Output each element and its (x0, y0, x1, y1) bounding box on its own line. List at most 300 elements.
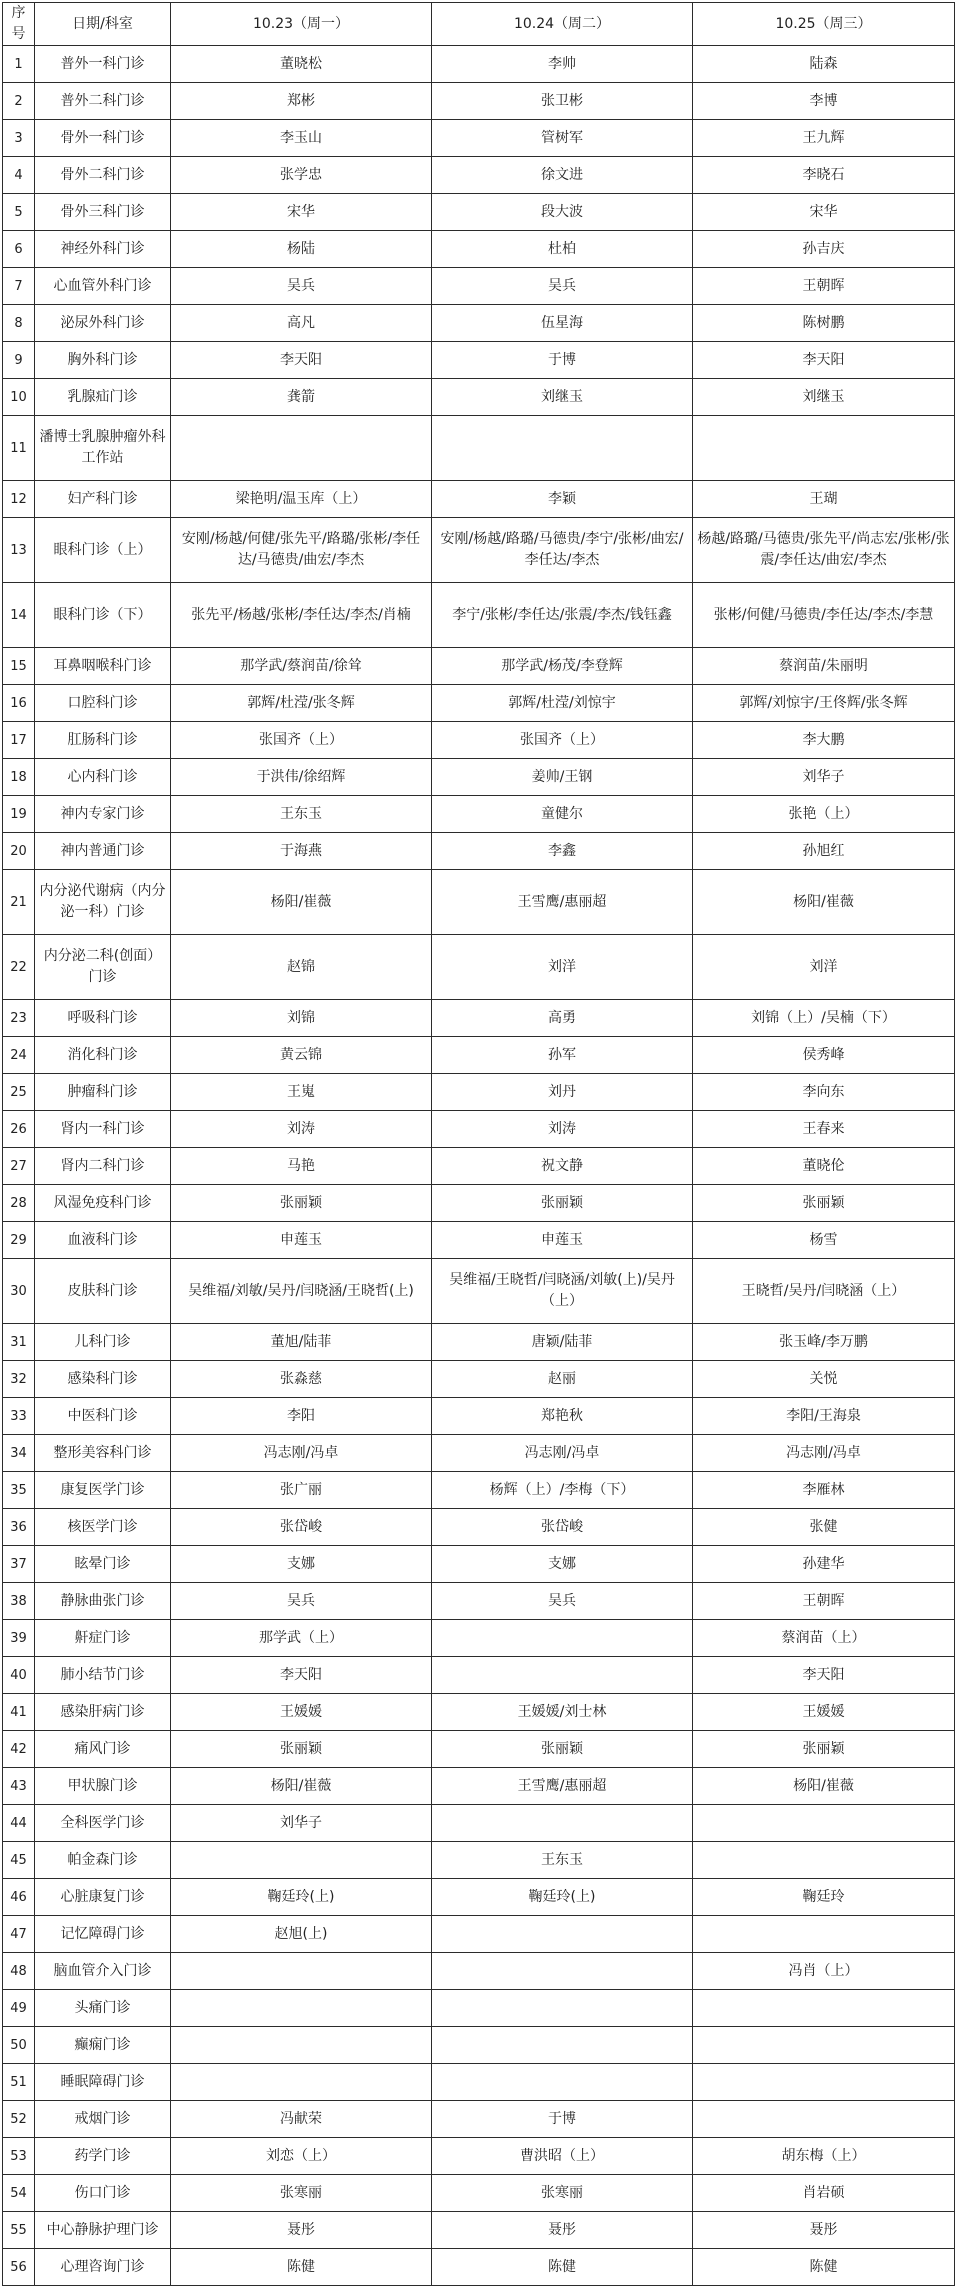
doctor-day-3 (693, 1990, 955, 2027)
doctor-day-1: 张淼慈 (171, 1361, 432, 1398)
doctor-day-2 (432, 1805, 693, 1842)
table-row (3, 1435, 955, 1472)
department-name: 风湿免疫科门诊 (35, 1185, 171, 1222)
department-name: 乳腺疝门诊 (35, 379, 171, 416)
table-row (3, 518, 955, 583)
row-index: 7 (3, 268, 35, 305)
table-row (3, 1731, 955, 1768)
department-name: 肛肠科门诊 (35, 722, 171, 759)
doctor-day-2: 唐颖/陆菲 (432, 1324, 693, 1361)
row-index: 30 (3, 1259, 35, 1324)
table-row (3, 2027, 955, 2064)
doctor-day-1: 陈健 (171, 2249, 432, 2286)
doctor-day-1: 郑彬 (171, 83, 432, 120)
doctor-day-3: 肖岩硕 (693, 2175, 955, 2212)
doctor-day-2 (432, 1657, 693, 1694)
department-name: 骨外一科门诊 (35, 120, 171, 157)
table-row (3, 2101, 955, 2138)
doctor-day-2: 刘涛 (432, 1111, 693, 1148)
doctor-day-1: 于洪伟/徐绍辉 (171, 759, 432, 796)
doctor-day-3: 蔡润苗/朱丽明 (693, 648, 955, 685)
table-row (3, 1148, 955, 1185)
doctor-day-1: 那学武/蔡润苗/徐耸 (171, 648, 432, 685)
table-row (3, 1509, 955, 1546)
row-index: 12 (3, 481, 35, 518)
doctor-day-1: 吴兵 (171, 1583, 432, 1620)
doctor-day-1: 杨阳/崔薇 (171, 870, 432, 935)
table-row (3, 1000, 955, 1037)
department-name: 血液科门诊 (35, 1222, 171, 1259)
doctor-day-2: 吴维福/王晓哲/闫晓涵/刘敏(上)/吴丹（上） (432, 1259, 693, 1324)
doctor-day-1: 冯献荣 (171, 2101, 432, 2138)
doctor-day-3: 李天阳 (693, 342, 955, 379)
row-index: 1 (3, 46, 35, 83)
doctor-day-2: 张岱峻 (432, 1509, 693, 1546)
table-row (3, 1472, 955, 1509)
department-name: 消化科门诊 (35, 1037, 171, 1074)
row-index: 47 (3, 1916, 35, 1953)
doctor-day-3: 刘继玉 (693, 379, 955, 416)
row-index: 25 (3, 1074, 35, 1111)
doctor-day-3: 关悦 (693, 1361, 955, 1398)
table-row (3, 416, 955, 481)
doctor-day-2: 郭辉/杜滢/刘惊宇 (432, 685, 693, 722)
department-name: 伤口门诊 (35, 2175, 171, 2212)
doctor-day-3: 刘洋 (693, 935, 955, 1000)
row-index: 44 (3, 1805, 35, 1842)
doctor-day-3 (693, 1916, 955, 1953)
doctor-day-3: 董晓伦 (693, 1148, 955, 1185)
row-index: 13 (3, 518, 35, 583)
doctor-day-2: 杨辉（上）/李梅（下） (432, 1472, 693, 1509)
doctor-day-3: 王春来 (693, 1111, 955, 1148)
table-body (3, 46, 955, 2286)
doctor-day-3: 郭辉/刘惊宇/王佟辉/张冬辉 (693, 685, 955, 722)
doctor-day-2: 张卫彬 (432, 83, 693, 120)
doctor-day-3 (693, 2101, 955, 2138)
row-index: 22 (3, 935, 35, 1000)
doctor-day-1: 刘锦 (171, 1000, 432, 1037)
department-name: 帕金森门诊 (35, 1842, 171, 1879)
doctor-day-3: 冯志刚/冯卓 (693, 1435, 955, 1472)
table-row (3, 759, 955, 796)
table-row (3, 1805, 955, 1842)
department-name: 头痛门诊 (35, 1990, 171, 2027)
doctor-day-1: 张丽颖 (171, 1185, 432, 1222)
doctor-day-1: 李天阳 (171, 342, 432, 379)
department-name: 眩晕门诊 (35, 1546, 171, 1583)
doctor-day-3: 陈健 (693, 2249, 955, 2286)
doctor-day-2 (432, 1620, 693, 1657)
doctor-day-1: 刘恋（上） (171, 2138, 432, 2175)
doctor-day-2: 于博 (432, 2101, 693, 2138)
row-index: 9 (3, 342, 35, 379)
department-name: 脑血管介入门诊 (35, 1953, 171, 1990)
table-row (3, 1583, 955, 1620)
doctor-day-3: 李晓石 (693, 157, 955, 194)
row-index: 40 (3, 1657, 35, 1694)
doctor-day-3: 刘华子 (693, 759, 955, 796)
table-row (3, 305, 955, 342)
doctor-day-1: 张广丽 (171, 1472, 432, 1509)
table-row (3, 1620, 955, 1657)
table-row (3, 1185, 955, 1222)
department-name: 内分泌二科(创面）门诊 (35, 935, 171, 1000)
department-name: 记忆障碍门诊 (35, 1916, 171, 1953)
doctor-day-3 (693, 1805, 955, 1842)
department-name: 眼科门诊（下） (35, 583, 171, 648)
doctor-day-1: 刘涛 (171, 1111, 432, 1148)
table-row (3, 2175, 955, 2212)
doctor-day-1: 鞠廷玲(上) (171, 1879, 432, 1916)
table-row (3, 120, 955, 157)
row-index: 21 (3, 870, 35, 935)
row-index: 29 (3, 1222, 35, 1259)
row-index: 54 (3, 2175, 35, 2212)
row-index: 11 (3, 416, 35, 481)
row-index: 27 (3, 1148, 35, 1185)
doctor-day-3: 张艳（上） (693, 796, 955, 833)
doctor-day-2: 吴兵 (432, 268, 693, 305)
doctor-day-3: 聂彤 (693, 2212, 955, 2249)
department-name: 核医学门诊 (35, 1509, 171, 1546)
table-row (3, 157, 955, 194)
doctor-day-2: 安刚/杨越/路璐/马德贵/李宁/张彬/曲宏/李任达/李杰 (432, 518, 693, 583)
doctor-day-1: 龚箭 (171, 379, 432, 416)
table-row (3, 796, 955, 833)
doctor-day-1 (171, 1990, 432, 2027)
doctor-day-1: 刘华子 (171, 1805, 432, 1842)
row-index: 24 (3, 1037, 35, 1074)
doctor-day-3: 李天阳 (693, 1657, 955, 1694)
table-row (3, 1953, 955, 1990)
department-name: 中心静脉护理门诊 (35, 2212, 171, 2249)
doctor-day-2: 徐文进 (432, 157, 693, 194)
department-name: 全科医学门诊 (35, 1805, 171, 1842)
doctor-day-2: 祝文静 (432, 1148, 693, 1185)
doctor-day-2: 郑艳秋 (432, 1398, 693, 1435)
doctor-day-3: 冯肖（上） (693, 1953, 955, 1990)
doctor-day-2: 王雪鹰/惠丽超 (432, 870, 693, 935)
doctor-day-1: 申莲玉 (171, 1222, 432, 1259)
doctor-day-3: 王九辉 (693, 120, 955, 157)
department-name: 胸外科门诊 (35, 342, 171, 379)
row-index: 53 (3, 2138, 35, 2175)
doctor-day-2: 那学武/杨茂/李登辉 (432, 648, 693, 685)
doctor-day-3: 杨阳/崔薇 (693, 870, 955, 935)
doctor-day-3: 蔡润苗（上） (693, 1620, 955, 1657)
doctor-day-1: 冯志刚/冯卓 (171, 1435, 432, 1472)
doctor-day-2: 刘洋 (432, 935, 693, 1000)
row-index: 41 (3, 1694, 35, 1731)
department-name: 静脉曲张门诊 (35, 1583, 171, 1620)
table-row (3, 83, 955, 120)
department-name: 肺小结节门诊 (35, 1657, 171, 1694)
doctor-day-3: 张丽颖 (693, 1185, 955, 1222)
row-index: 3 (3, 120, 35, 157)
doctor-day-2: 聂彤 (432, 2212, 693, 2249)
table-row (3, 1916, 955, 1953)
row-index: 36 (3, 1509, 35, 1546)
department-name: 戒烟门诊 (35, 2101, 171, 2138)
row-index: 45 (3, 1842, 35, 1879)
row-index: 16 (3, 685, 35, 722)
department-name: 心血管外科门诊 (35, 268, 171, 305)
header-day-1: 10.23（周一） (171, 3, 432, 46)
table-row (3, 268, 955, 305)
department-name: 骨外三科门诊 (35, 194, 171, 231)
doctor-day-2: 高勇 (432, 1000, 693, 1037)
doctor-day-1: 吴兵 (171, 268, 432, 305)
doctor-day-2: 孙军 (432, 1037, 693, 1074)
doctor-day-2: 李帅 (432, 46, 693, 83)
doctor-day-2: 伍星海 (432, 305, 693, 342)
doctor-day-3: 李阳/王海泉 (693, 1398, 955, 1435)
row-index: 48 (3, 1953, 35, 1990)
table-row (3, 1990, 955, 2027)
department-name: 神经外科门诊 (35, 231, 171, 268)
row-index: 42 (3, 1731, 35, 1768)
table-row (3, 1037, 955, 1074)
doctor-day-3: 张彬/何健/马德贵/李任达/李杰/李慧 (693, 583, 955, 648)
doctor-day-3: 杨阳/崔薇 (693, 1768, 955, 1805)
department-name: 呼吸科门诊 (35, 1000, 171, 1037)
table-row (3, 583, 955, 648)
doctor-day-3 (693, 2064, 955, 2101)
doctor-day-3: 张玉峰/李万鹏 (693, 1324, 955, 1361)
doctor-day-1: 吴维福/刘敏/吴丹/闫晓涵/王晓哲(上) (171, 1259, 432, 1324)
doctor-day-1: 王东玉 (171, 796, 432, 833)
row-index: 33 (3, 1398, 35, 1435)
doctor-day-2: 管树军 (432, 120, 693, 157)
department-name: 感染肝病门诊 (35, 1694, 171, 1731)
doctor-day-2 (432, 1953, 693, 1990)
department-name: 口腔科门诊 (35, 685, 171, 722)
row-index: 51 (3, 2064, 35, 2101)
department-name: 心脏康复门诊 (35, 1879, 171, 1916)
row-index: 19 (3, 796, 35, 833)
row-index: 49 (3, 1990, 35, 2027)
table-row (3, 46, 955, 83)
department-name: 骨外二科门诊 (35, 157, 171, 194)
row-index: 34 (3, 1435, 35, 1472)
department-name: 肿瘤科门诊 (35, 1074, 171, 1111)
row-index: 6 (3, 231, 35, 268)
row-index: 56 (3, 2249, 35, 2286)
doctor-day-1: 梁艳明/温玉库（上） (171, 481, 432, 518)
doctor-day-1: 于海燕 (171, 833, 432, 870)
doctor-day-2: 支娜 (432, 1546, 693, 1583)
doctor-day-2: 申莲玉 (432, 1222, 693, 1259)
row-index: 23 (3, 1000, 35, 1037)
department-name: 潘博士乳腺肿瘤外科工作站 (35, 416, 171, 481)
doctor-day-1: 王嵬 (171, 1074, 432, 1111)
doctor-day-2 (432, 1916, 693, 1953)
doctor-day-1: 李天阳 (171, 1657, 432, 1694)
doctor-day-2: 张寒丽 (432, 2175, 693, 2212)
doctor-day-1: 马艳 (171, 1148, 432, 1185)
doctor-day-3 (693, 2027, 955, 2064)
doctor-day-1 (171, 1842, 432, 1879)
doctor-day-2: 王雪鹰/惠丽超 (432, 1768, 693, 1805)
doctor-day-1: 郭辉/杜滢/张冬辉 (171, 685, 432, 722)
table-row (3, 2249, 955, 2286)
doctor-day-1: 董晓松 (171, 46, 432, 83)
doctor-day-2 (432, 416, 693, 481)
table-row (3, 379, 955, 416)
doctor-day-3: 侯秀峰 (693, 1037, 955, 1074)
department-name: 甲状腺门诊 (35, 1768, 171, 1805)
department-name: 神内普通门诊 (35, 833, 171, 870)
table-row (3, 685, 955, 722)
row-index: 32 (3, 1361, 35, 1398)
doctor-day-1: 安刚/杨越/何健/张先平/路璐/张彬/李任达/马德贵/曲宏/李杰 (171, 518, 432, 583)
department-name: 睡眠障碍门诊 (35, 2064, 171, 2101)
doctor-day-2: 吴兵 (432, 1583, 693, 1620)
table-row (3, 722, 955, 759)
row-index: 20 (3, 833, 35, 870)
table-row (3, 481, 955, 518)
table-row (3, 1842, 955, 1879)
table-row (3, 1398, 955, 1435)
doctor-day-3: 陈树鹏 (693, 305, 955, 342)
doctor-day-3: 王媛媛 (693, 1694, 955, 1731)
doctor-day-3 (693, 1842, 955, 1879)
doctor-day-3: 李向东 (693, 1074, 955, 1111)
doctor-day-1: 李玉山 (171, 120, 432, 157)
doctor-day-2: 曹洪昭（上） (432, 2138, 693, 2175)
doctor-day-1: 赵旭(上) (171, 1916, 432, 1953)
table-row (3, 1546, 955, 1583)
doctor-day-2: 于博 (432, 342, 693, 379)
table-row (3, 648, 955, 685)
doctor-day-3: 孙建华 (693, 1546, 955, 1583)
doctor-day-2: 赵丽 (432, 1361, 693, 1398)
doctor-day-2: 姜帅/王钢 (432, 759, 693, 796)
doctor-day-2: 鞠廷玲(上) (432, 1879, 693, 1916)
department-name: 儿科门诊 (35, 1324, 171, 1361)
doctor-day-2: 李鑫 (432, 833, 693, 870)
row-index: 8 (3, 305, 35, 342)
department-name: 皮肤科门诊 (35, 1259, 171, 1324)
table-row (3, 1657, 955, 1694)
doctor-day-3: 王朝晖 (693, 1583, 955, 1620)
table-row (3, 1361, 955, 1398)
doctor-day-2: 李颖 (432, 481, 693, 518)
doctor-day-2 (432, 1990, 693, 2027)
row-index: 35 (3, 1472, 35, 1509)
doctor-day-1: 张寒丽 (171, 2175, 432, 2212)
doctor-day-1: 聂彤 (171, 2212, 432, 2249)
row-index: 2 (3, 83, 35, 120)
doctor-day-1: 宋华 (171, 194, 432, 231)
doctor-day-1: 张先平/杨越/张彬/李任达/李杰/肖楠 (171, 583, 432, 648)
doctor-day-2: 童健尔 (432, 796, 693, 833)
row-index: 55 (3, 2212, 35, 2249)
department-name: 康复医学门诊 (35, 1472, 171, 1509)
header-department: 日期/科室 (35, 3, 171, 46)
doctor-day-2: 段大波 (432, 194, 693, 231)
table-row (3, 1694, 955, 1731)
doctor-day-2: 王媛媛/刘士林 (432, 1694, 693, 1731)
department-name: 感染科门诊 (35, 1361, 171, 1398)
row-index: 43 (3, 1768, 35, 1805)
table-row (3, 1324, 955, 1361)
header-day-2: 10.24（周二） (432, 3, 693, 46)
doctor-day-3: 杨雪 (693, 1222, 955, 1259)
department-name: 中医科门诊 (35, 1398, 171, 1435)
doctor-day-3: 李博 (693, 83, 955, 120)
row-index: 50 (3, 2027, 35, 2064)
doctor-day-1: 杨陆 (171, 231, 432, 268)
department-name: 耳鼻咽喉科门诊 (35, 648, 171, 685)
doctor-day-3: 李大鹏 (693, 722, 955, 759)
table-row (3, 1111, 955, 1148)
department-name: 泌尿外科门诊 (35, 305, 171, 342)
doctor-day-2: 杜柏 (432, 231, 693, 268)
doctor-day-1: 支娜 (171, 1546, 432, 1583)
doctor-day-1 (171, 1953, 432, 1990)
doctor-day-1: 董旭/陆菲 (171, 1324, 432, 1361)
doctor-day-1: 李阳 (171, 1398, 432, 1435)
row-index: 38 (3, 1583, 35, 1620)
row-index: 31 (3, 1324, 35, 1361)
doctor-day-1: 赵锦 (171, 935, 432, 1000)
department-name: 整形美容科门诊 (35, 1435, 171, 1472)
table-row (3, 1879, 955, 1916)
row-index: 4 (3, 157, 35, 194)
table-row (3, 1222, 955, 1259)
doctor-day-1: 张丽颖 (171, 1731, 432, 1768)
department-name: 痛风门诊 (35, 1731, 171, 1768)
department-name: 心内科门诊 (35, 759, 171, 796)
table-row (3, 2212, 955, 2249)
doctor-day-3: 胡东梅（上） (693, 2138, 955, 2175)
row-index: 14 (3, 583, 35, 648)
doctor-day-2: 刘继玉 (432, 379, 693, 416)
doctor-day-3: 王瑚 (693, 481, 955, 518)
department-name: 内分泌代谢病（内分泌一科）门诊 (35, 870, 171, 935)
department-name: 神内专家门诊 (35, 796, 171, 833)
doctor-day-2 (432, 2064, 693, 2101)
doctor-day-1: 那学武（上） (171, 1620, 432, 1657)
doctor-day-2: 陈健 (432, 2249, 693, 2286)
doctor-day-1 (171, 2064, 432, 2101)
department-name: 妇产科门诊 (35, 481, 171, 518)
doctor-day-1: 黄云锦 (171, 1037, 432, 1074)
doctor-day-3: 孙吉庆 (693, 231, 955, 268)
doctor-day-3: 张丽颖 (693, 1731, 955, 1768)
doctor-day-2: 张国齐（上） (432, 722, 693, 759)
doctor-day-2: 张丽颖 (432, 1185, 693, 1222)
department-name: 普外一科门诊 (35, 46, 171, 83)
department-name: 眼科门诊（上） (35, 518, 171, 583)
doctor-day-1: 高凡 (171, 305, 432, 342)
doctor-day-3 (693, 416, 955, 481)
doctor-day-3: 张健 (693, 1509, 955, 1546)
row-index: 17 (3, 722, 35, 759)
doctor-day-1: 杨阳/崔薇 (171, 1768, 432, 1805)
doctor-day-1 (171, 416, 432, 481)
doctor-day-1: 王媛媛 (171, 1694, 432, 1731)
row-index: 52 (3, 2101, 35, 2138)
row-index: 39 (3, 1620, 35, 1657)
table-row (3, 2064, 955, 2101)
table-row (3, 870, 955, 935)
doctor-day-3: 孙旭红 (693, 833, 955, 870)
table-row (3, 1259, 955, 1324)
doctor-day-3: 刘锦（上）/吴楠（下） (693, 1000, 955, 1037)
